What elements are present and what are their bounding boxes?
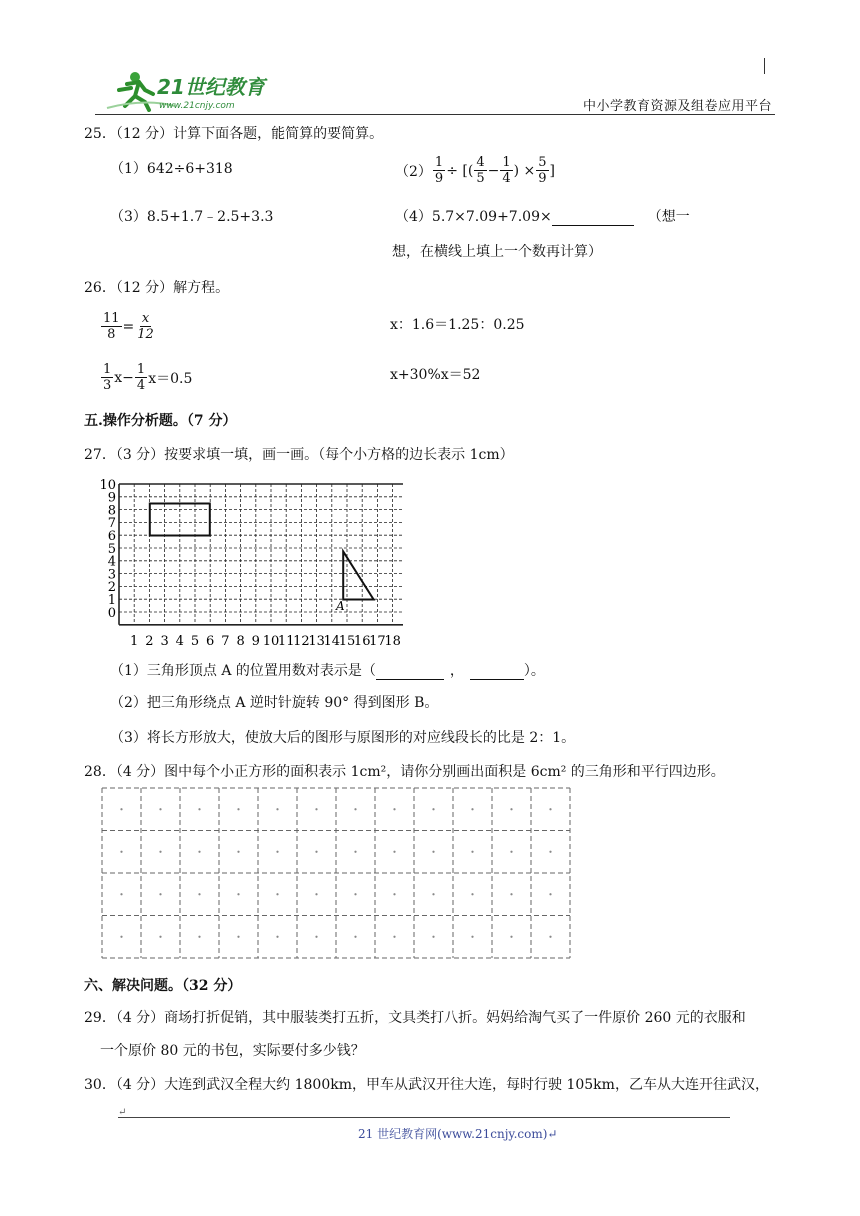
x-tick-label: 5	[190, 634, 200, 649]
grid-dot	[393, 893, 395, 895]
grid-dot	[549, 893, 551, 895]
logo-text: 21世纪教育	[157, 75, 265, 99]
fraction: $\frac{4}{5}$	[476, 155, 485, 186]
x-tick-label: 10	[262, 634, 280, 649]
answer-blank[interactable]	[376, 663, 444, 680]
grid-dot	[159, 893, 161, 895]
grid-dot	[549, 808, 551, 810]
grid-dot	[432, 936, 434, 938]
coordinate-grid	[98, 472, 403, 650]
grid-dot	[354, 808, 356, 810]
grid-dot	[393, 808, 395, 810]
grid-dot	[237, 936, 239, 938]
x-tick-label: 6	[206, 634, 215, 649]
equation-text: x−	[114, 369, 134, 386]
x-tick-label: 4	[175, 634, 184, 649]
fraction: $\frac{5}{9}$	[538, 155, 547, 186]
grid-dot	[237, 808, 239, 810]
logo-url: www.21cnjy.com	[159, 101, 235, 111]
grid-dot	[159, 851, 161, 853]
header-rule	[95, 114, 775, 115]
answer-blank[interactable]	[552, 209, 634, 226]
q26-eq3	[100, 362, 192, 393]
grid-dot	[315, 851, 317, 853]
fraction: $\frac{11}{8}$	[103, 311, 120, 342]
y-tick-label: 7	[107, 516, 116, 532]
y-tick-label: 4	[107, 554, 116, 570]
grid-dot	[315, 936, 317, 938]
site-logo	[105, 68, 280, 112]
grid-dot	[510, 851, 512, 853]
y-tick-label: 3	[107, 567, 116, 583]
grid-dot	[276, 808, 278, 810]
operator: −	[487, 162, 500, 179]
grid-dot	[315, 808, 317, 810]
x-tick-label: 13	[308, 634, 325, 649]
grid-dot	[237, 893, 239, 895]
footer-return-mark: ↵	[118, 1107, 127, 1118]
footer-text: 21 世纪教育网(www.21cnjy.com)↵	[358, 1127, 558, 1141]
q26-eq4: x+30%x＝52	[390, 367, 481, 383]
comma: ，	[449, 663, 464, 679]
grid-dot	[393, 936, 395, 938]
triangle-shape	[343, 552, 373, 600]
grid-dot	[549, 851, 551, 853]
y-tick-label: 0	[107, 605, 116, 621]
x-tick-label: 2	[145, 634, 154, 649]
x-tick-label: 8	[236, 634, 245, 649]
dashed-grid	[102, 788, 570, 958]
y-axis-ticks	[99, 478, 116, 621]
equation-text: x＝0.5	[148, 370, 193, 387]
y-tick-label: 1	[107, 593, 116, 608]
grid-dot	[354, 851, 356, 853]
y-tick-label: 9	[107, 490, 116, 506]
fraction: $\frac{1}{3}$	[103, 362, 112, 393]
grid-dot	[120, 936, 122, 938]
x-tick-label: 9	[251, 634, 260, 649]
section5-heading: 五.操作分析题。（7 分）	[84, 413, 237, 429]
q27-sub3: （3）将长方形放大，使放大后的图形与原图形的对应线段长的比是 2：1。	[110, 730, 576, 746]
grid-dot	[198, 808, 200, 810]
q25-part2-label: （2）	[395, 163, 432, 180]
grid-dot	[354, 893, 356, 895]
grid-dot	[471, 851, 473, 853]
q26-title: 26．（12 分）解方程。	[84, 280, 230, 296]
y-tick-label: 5	[107, 541, 116, 557]
q27-sub1	[110, 660, 545, 680]
operator: ÷ [(	[446, 162, 474, 179]
grid-dot	[198, 851, 200, 853]
x-tick-label: 11	[277, 634, 295, 649]
grid-dot	[549, 936, 551, 938]
q26-eq1	[100, 311, 157, 342]
operator: ) ×	[513, 162, 536, 179]
grid-dot	[315, 893, 317, 895]
y-tick-label: 6	[107, 529, 116, 544]
grid-dot	[510, 893, 512, 895]
x-tick-label: 14	[323, 634, 341, 649]
grid-dot	[159, 936, 161, 938]
dot-grid	[100, 787, 572, 959]
q27-sub2: （2）把三角形绕点 A 逆时针旋转 90° 得到图形 B。	[110, 695, 439, 711]
section6-heading: 六、解决问题。（32 分）	[84, 978, 242, 994]
x-tick-label: 3	[160, 634, 169, 649]
x-tick-label: 17	[369, 634, 386, 649]
q25-part4	[395, 206, 690, 226]
x-tick-label: 12	[293, 634, 310, 649]
fraction: $\frac{1}{4}$	[502, 155, 511, 186]
y-tick-label: 8	[107, 503, 116, 519]
grid-dot	[510, 808, 512, 810]
x-axis-ticks	[130, 634, 401, 649]
x-tick-label: 1	[130, 634, 139, 649]
grid-dot	[198, 936, 200, 938]
grid-dot	[354, 936, 356, 938]
q27-sub1-end: ）。	[523, 663, 545, 679]
answer-blank[interactable]	[470, 663, 524, 680]
q27-title: 27．（3 分）按要求填一填，画一画。（每个小方格的边长表示 1cm）	[84, 447, 514, 463]
fraction: $\frac{1}{4}$	[136, 362, 146, 393]
grid-dot	[393, 851, 395, 853]
q25-part4-hint-cont: 想，在横线上填上一个数再计算）	[392, 244, 602, 260]
grid-dot	[432, 808, 434, 810]
x-tick-label: 15	[338, 634, 356, 649]
grid-dot	[120, 851, 122, 853]
grid-dot	[432, 851, 434, 853]
grid-dot	[471, 893, 473, 895]
y-tick-label: 2	[107, 580, 116, 596]
y-tick-label: 10	[99, 477, 116, 493]
operator: ]	[549, 162, 556, 179]
x-tick-label: 18	[384, 634, 401, 649]
fraction: $\frac{x}{12}$	[137, 311, 154, 342]
q25-part4-text: （4）5.7×7.09+7.09×	[395, 209, 552, 225]
q30-line1: 30．（4 分）大连到武汉全程大约 1800km，甲车从武汉开往大连，每时行驶 105km，乙车从大连开往武汉，	[84, 1077, 769, 1093]
grid-dot	[276, 893, 278, 895]
q29-line2: 一个原价 80 元的书包，实际要付多少钱？	[100, 1043, 365, 1059]
grid-dot	[120, 893, 122, 895]
grid-dot	[198, 893, 200, 895]
x-tick-label: 16	[353, 634, 371, 649]
footer-rule	[118, 1117, 730, 1118]
operator: =	[122, 318, 135, 335]
q25-part2	[395, 155, 555, 186]
grid-dot	[237, 851, 239, 853]
header-mark	[764, 58, 765, 74]
header-platform-text: 中小学教育资源及组卷应用平台	[583, 99, 773, 114]
grid-dot	[432, 893, 434, 895]
grid-dot	[510, 936, 512, 938]
grid-lines	[119, 484, 403, 625]
q25-part3: （3）8.5+1.7﹣2.5+3.3	[110, 209, 274, 225]
grid-dot	[471, 936, 473, 938]
q27-sub1-text: （1）三角形顶点 A 的位置用数对表示是（	[110, 663, 376, 679]
q26-eq2: x：1.6＝1.25：0.25	[390, 317, 525, 333]
x-tick-label: 7	[221, 634, 230, 649]
q29-line1: 29．（4 分）商场打折促销，其中服装类打五折，文具类打八折。妈妈给淘气买了一件原价 260 元的衣服和	[84, 1010, 746, 1026]
q25-part1: （1）642÷6+318	[110, 161, 233, 177]
fraction: $\frac{1}{9}$	[434, 155, 444, 186]
q28-title: 28．（4 分）图中每个小正方形的面积表示 1cm²，请你分别画出面积是 6cm² 的三角形和平行四边形。	[84, 764, 725, 780]
grid-dot	[276, 851, 278, 853]
grid-dot	[471, 808, 473, 810]
grid-dot	[120, 808, 122, 810]
grid-dot	[159, 808, 161, 810]
point-a-label: A	[336, 599, 345, 613]
q25-title: 25．（12 分）计算下面各题，能简算的要简算。	[84, 126, 384, 142]
grid-dot	[276, 936, 278, 938]
q25-part4-hint: （想一	[647, 209, 690, 225]
